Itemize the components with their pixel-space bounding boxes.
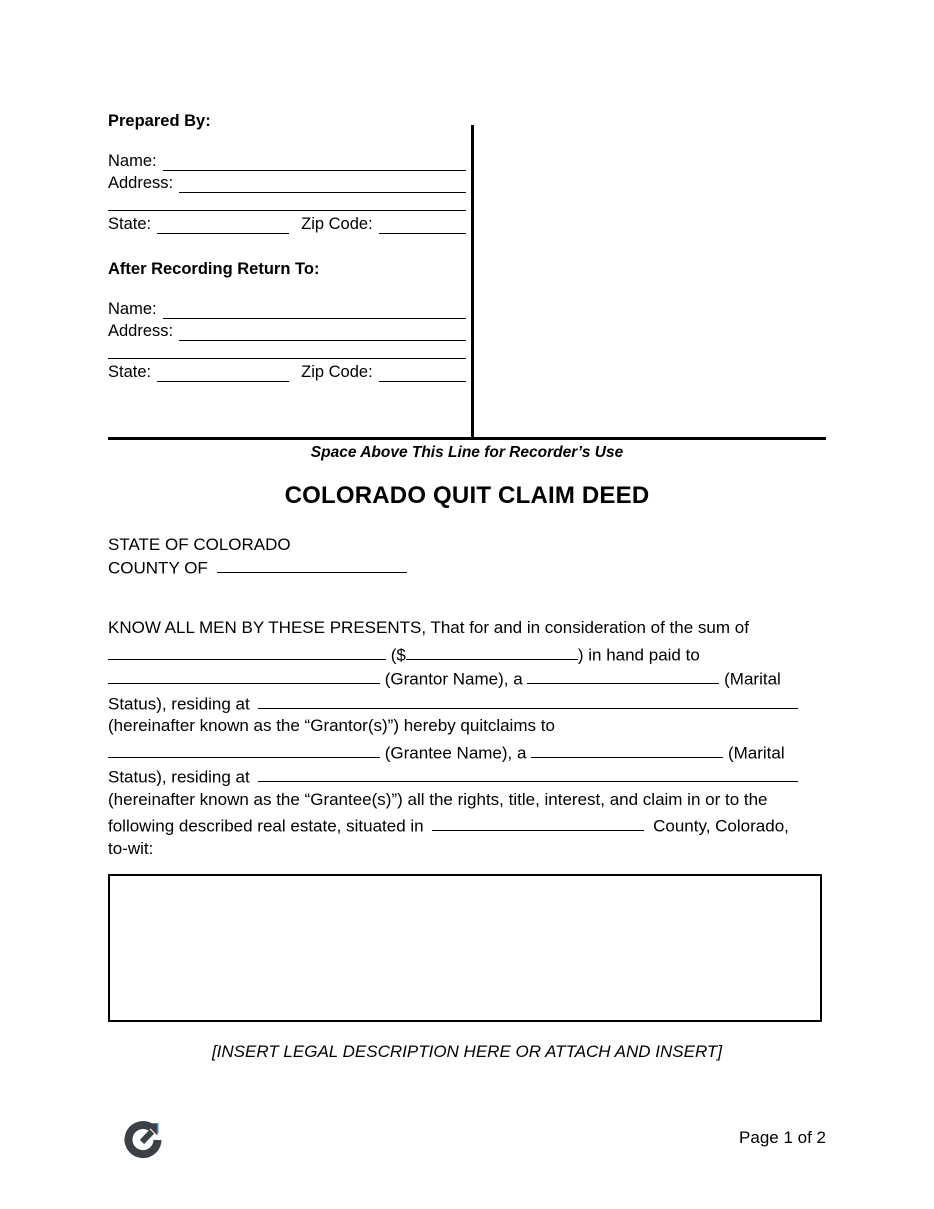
prepared-name-blank-line: [163, 154, 466, 171]
grantee-address-blank-line: [258, 765, 798, 782]
return-name-label: Name:: [108, 300, 157, 318]
grantor-address-blank-line: [258, 692, 798, 709]
body-line-2: [108, 643, 832, 668]
body-line-9: [108, 814, 832, 839]
body-line-8: (hereinafter known as the “Grantee(s)”) all the rights, title, interest, and claim in or to the: [108, 789, 768, 809]
prepared-zip-label: Zip Code:: [301, 215, 373, 233]
prepared-address-label: Address:: [108, 174, 174, 192]
return-name-blank-line: [163, 302, 466, 319]
body-line-6-marital: (Marital: [727, 742, 785, 762]
return-state-blank-line: [157, 365, 289, 382]
body-line-2-suffix: ) in hand paid to: [577, 644, 700, 664]
body-line-4-status: Status), residing at: [108, 693, 250, 713]
prepared-name-label: Name:: [108, 152, 157, 170]
return-to-section: [108, 260, 466, 390]
prepared-by-section: [108, 112, 466, 242]
prepared-by-title: Prepared By:: [108, 112, 211, 130]
body-line-9-prefix: following described real estate, situated in: [108, 816, 424, 836]
body-line-9-suffix: County, Colorado,: [653, 816, 789, 836]
body-line-3-grantor: (Grantor Name), a: [384, 669, 523, 689]
return-zip-blank-line: [379, 365, 466, 382]
return-address-label: Address:: [108, 322, 174, 340]
return-address-blank-line: [179, 324, 466, 341]
recorder-header-horizontal-rule: [108, 437, 826, 440]
county-name-blank-line: [432, 814, 644, 831]
grantor-marital-status-blank-line: [527, 667, 719, 684]
body-line-3: [108, 667, 832, 692]
recorder-use-note: Space Above This Line for Recorder’s Use: [310, 444, 624, 461]
body-line-7: [108, 765, 832, 790]
page-number: Page 1 of 2: [739, 1128, 826, 1147]
grantee-name-blank-line: [108, 741, 380, 758]
body-line-1: KNOW ALL MEN BY THESE PRESENTS, That for and in consideration of the sum of: [108, 618, 749, 637]
prepared-address-continuation-line: [108, 196, 466, 211]
consideration-amount-numeric-blank-line: [406, 643, 578, 660]
body-line-3-marital: (Marital: [724, 669, 781, 689]
prepared-state-label: State:: [108, 215, 152, 233]
body-line-2-open: ($: [390, 644, 406, 664]
consideration-amount-words-blank-line: [108, 643, 386, 660]
grantee-marital-status-blank-line: [531, 741, 723, 758]
return-zip-label: Zip Code:: [301, 363, 373, 381]
body-line-6-grantee: (Grantee Name), a: [384, 742, 527, 762]
county-of-label: COUNTY OF: [108, 558, 208, 578]
county-blank-line: [217, 556, 407, 573]
county-of-row: [108, 556, 411, 578]
body-line-10: to-wit:: [108, 838, 154, 858]
recorder-header-vertical-divider: [471, 125, 474, 440]
body-line-6: [108, 741, 832, 766]
prepared-zip-blank-line: [379, 217, 466, 234]
body-line-4: [108, 692, 832, 717]
prepared-address-blank-line: [179, 176, 466, 193]
body-line-5: (hereinafter known as the “Grantor(s)”) hereby quitclaims to: [108, 716, 555, 735]
return-state-label: State:: [108, 363, 152, 381]
deed-title: COLORADO QUIT CLAIM DEED: [284, 482, 650, 509]
grantor-name-blank-line: [108, 667, 380, 684]
legal-description-box: [108, 874, 822, 1022]
return-address-continuation-line: [108, 344, 466, 359]
legal-description-note: [INSERT LEGAL DESCRIPTION HERE OR ATTACH AND INSERT]: [211, 1042, 723, 1061]
deed-body: [108, 618, 832, 863]
circular-arrow-logo-icon: [122, 1118, 166, 1162]
body-line-7-status: Status), residing at: [108, 767, 250, 787]
return-to-title: After Recording Return To:: [108, 260, 320, 278]
state-of-line: STATE OF COLORADO: [108, 535, 291, 554]
prepared-state-blank-line: [157, 217, 289, 234]
